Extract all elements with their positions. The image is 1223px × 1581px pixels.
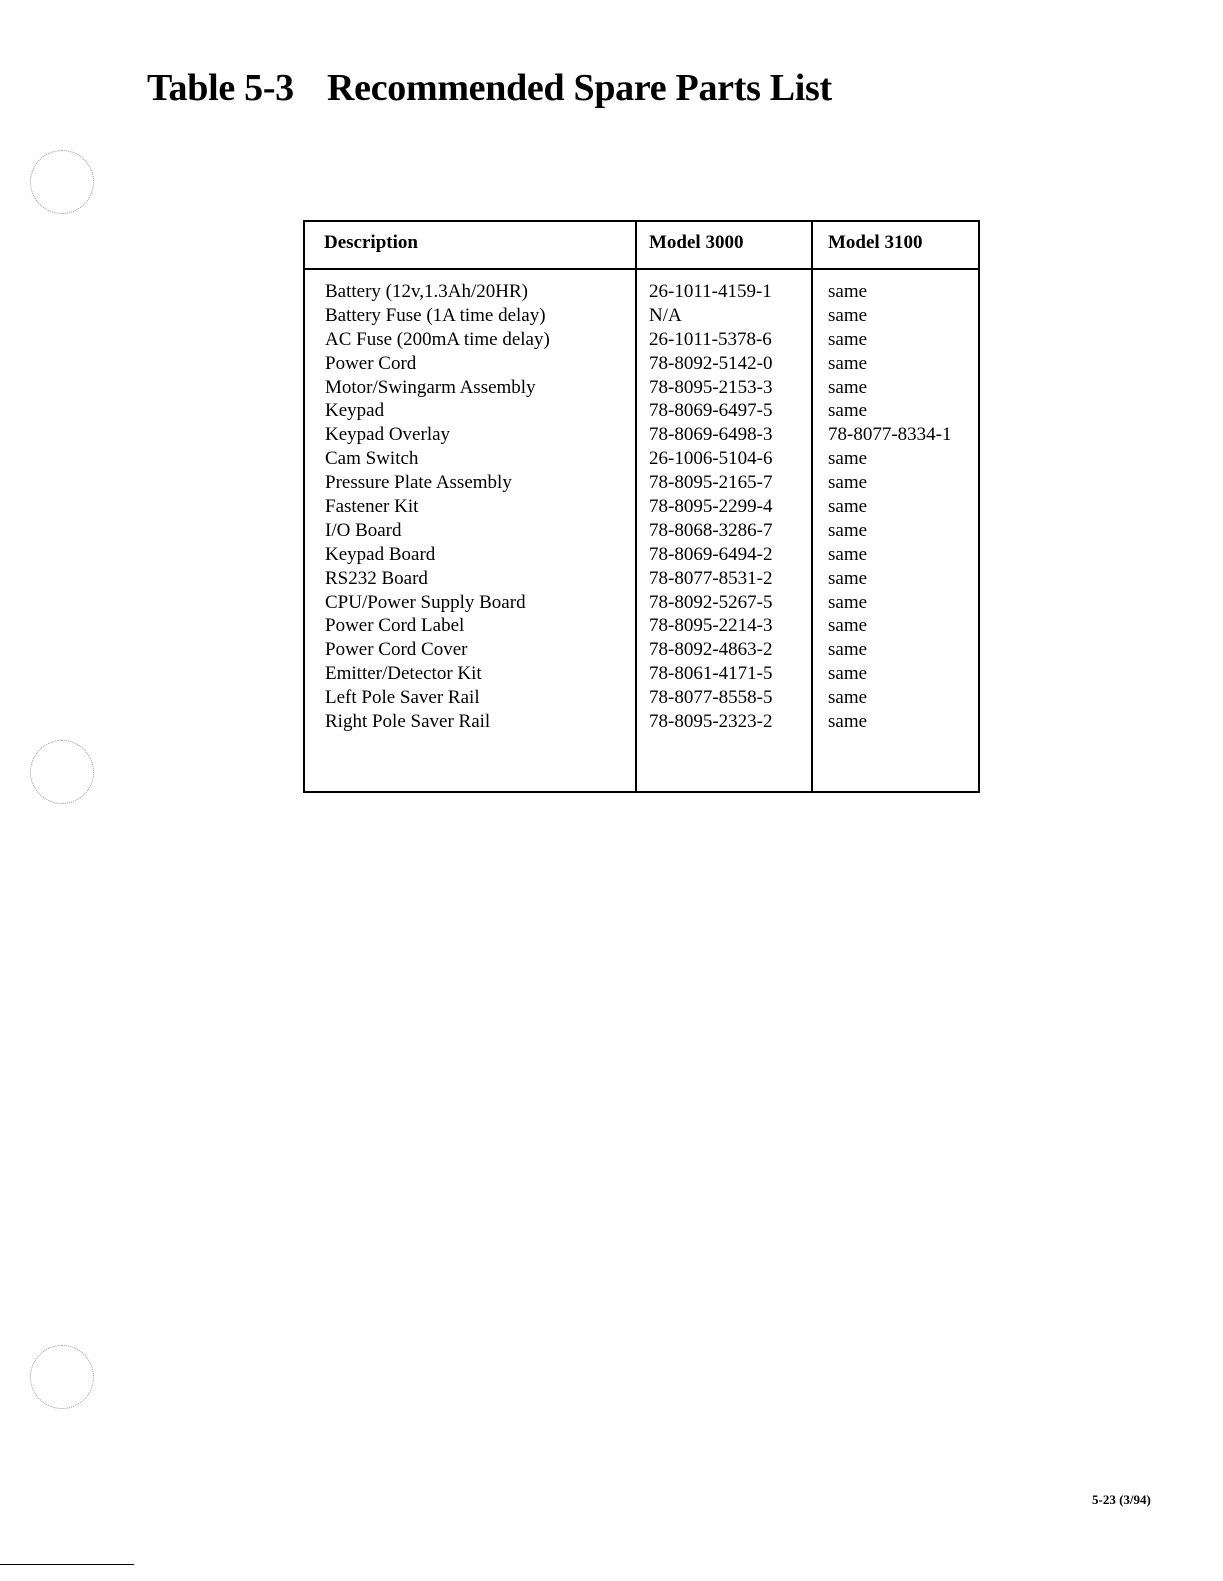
row-description: AC Fuse (200mA time delay) [325, 328, 550, 350]
row-model-3000-part: 26-1011-5378-6 [649, 328, 772, 350]
table-row [305, 280, 978, 304]
row-model-3000-part: 78-8095-2214-3 [649, 615, 773, 637]
table-title: Recommended Spare Parts List [327, 67, 832, 109]
table-row [305, 638, 978, 662]
table-row [305, 352, 978, 376]
table-row [305, 686, 978, 710]
punch-hole-mark [30, 740, 94, 804]
row-model-3100-part: same [828, 304, 868, 326]
spare-parts-table [303, 220, 980, 793]
table-row [305, 614, 978, 638]
table-row [305, 591, 978, 615]
table-row [305, 399, 978, 423]
table-row [305, 567, 978, 591]
row-description: Motor/Swingarm Assembly [325, 376, 536, 398]
row-model-3000-part: 78-8092-5267-5 [649, 591, 773, 613]
row-model-3000-part: 78-8095-2323-2 [649, 711, 773, 733]
row-description: Power Cord Cover [325, 639, 468, 661]
row-model-3000-part: 78-8095-2165-7 [649, 472, 773, 494]
row-description: Emitter/Detector Kit [325, 663, 482, 685]
row-description: Power Cord [325, 352, 417, 374]
row-description: CPU/Power Supply Board [325, 591, 526, 613]
table-row [305, 328, 978, 352]
table-row [305, 376, 978, 400]
row-description: Cam Switch [325, 448, 419, 470]
row-model-3000-part: 78-8077-8558-5 [649, 687, 773, 709]
row-description: Keypad Overlay [325, 424, 451, 446]
table-row [305, 519, 978, 543]
table-row [305, 471, 978, 495]
row-model-3000-part: 78-8061-4171-5 [649, 663, 773, 685]
table-body [305, 280, 978, 734]
table-header-row [305, 222, 978, 270]
row-model-3100-part: same [828, 639, 868, 661]
row-model-3000-part: 78-8069-6498-3 [649, 424, 773, 446]
row-model-3100-part: same [828, 496, 868, 518]
row-model-3000-part: 78-8077-8531-2 [649, 567, 773, 589]
table-number: Table 5-3 [147, 67, 294, 109]
row-description: I/O Board [325, 519, 402, 541]
row-model-3000-part: 78-8069-6494-2 [649, 543, 773, 565]
row-description: Left Pole Saver Rail [325, 687, 480, 709]
row-description: Battery (12v,1.3Ah/20HR) [325, 281, 528, 302]
page-number: 5-23 (3/94) [1092, 1492, 1151, 1507]
row-model-3100-part: same [828, 591, 868, 613]
row-model-3100-part: same [828, 376, 868, 398]
header-description: Description [324, 232, 418, 253]
punch-hole-mark [30, 1345, 94, 1409]
row-model-3000-part: 78-8068-3286-7 [649, 519, 773, 541]
table-row [305, 495, 978, 519]
row-description: Keypad Board [325, 543, 436, 565]
row-description: RS232 Board [325, 567, 428, 589]
row-model-3100-part: same [828, 567, 868, 589]
row-model-3000-part: 26-1006-5104-6 [649, 448, 773, 470]
row-model-3000-part: 78-8095-2153-3 [649, 376, 773, 398]
row-description: Power Cord Label [325, 615, 465, 637]
row-model-3000-part: N/A [649, 304, 682, 326]
header-model-3000: Model 3000 [649, 232, 744, 253]
row-description: Keypad [325, 400, 385, 422]
row-model-3100-part: same [828, 519, 868, 541]
row-model-3100-part: same [828, 663, 868, 685]
row-description: Fastener Kit [325, 496, 419, 518]
row-model-3100-part: 78-8077-8334-1 [828, 424, 952, 446]
row-model-3100-part: same [828, 711, 868, 733]
row-model-3000-part: 78-8069-6497-5 [649, 400, 773, 422]
table-row [305, 710, 978, 734]
table-row [305, 662, 978, 686]
row-model-3100-part: same [828, 615, 868, 637]
row-model-3000-part: 78-8095-2299-4 [649, 496, 773, 518]
page-title [147, 62, 832, 114]
table-row [305, 423, 978, 447]
punch-hole-mark [30, 150, 94, 214]
row-model-3100-part: same [828, 543, 868, 565]
table-row [305, 304, 978, 328]
header-model-3100: Model 3100 [828, 232, 923, 253]
row-model-3100-part: same [828, 281, 868, 302]
table-row [305, 447, 978, 471]
table-row [305, 543, 978, 567]
row-model-3100-part: same [828, 328, 868, 350]
row-model-3000-part: 26-1011-4159-1 [649, 281, 772, 302]
row-description: Battery Fuse (1A time delay) [325, 304, 546, 326]
row-model-3100-part: same [828, 687, 868, 709]
row-model-3100-part: same [828, 472, 868, 494]
row-model-3100-part: same [828, 400, 868, 422]
row-model-3000-part: 78-8092-4863-2 [649, 639, 773, 661]
row-model-3100-part: same [828, 448, 868, 470]
row-description: Right Pole Saver Rail [325, 711, 491, 733]
footer-rule [0, 1564, 134, 1565]
row-model-3000-part: 78-8092-5142-0 [649, 352, 773, 374]
row-model-3100-part: same [828, 352, 868, 374]
row-description: Pressure Plate Assembly [325, 472, 512, 494]
